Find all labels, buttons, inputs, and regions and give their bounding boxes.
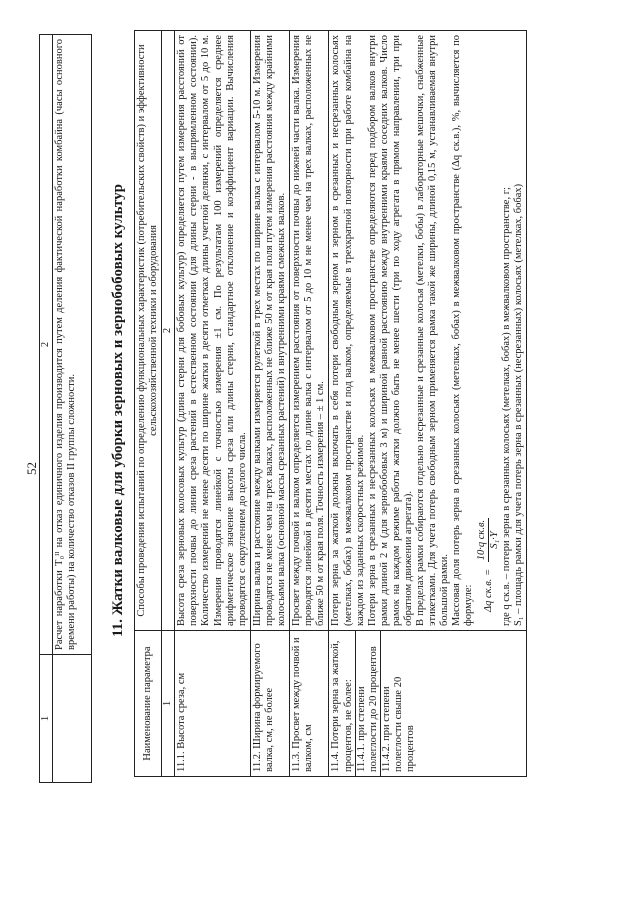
table-row [250,31,289,777]
table-row [175,31,251,777]
column-number-row [162,31,175,777]
formula-numerator: 10·q ск.в. [476,518,489,562]
table-header-row [40,35,53,783]
paragraph: Потери зерна за жаткой должны включать в себя потери свободным зерном и зерном в срезанных и несрезанных колосьях (метелках, бобах) в межвалковом пространстве и под валком, определяемые в трехкратной повторности при работе комбайна на каждом из заданных скоростных режимов. [330,35,366,626]
formula-lhs: Δq ск.в. = [482,568,494,612]
formula-fraction [476,518,501,562]
empty-cell [53,655,92,783]
method-windrow-clearance: Просвет между почвой и валком определяется измерением расстояния от поверхности почвы до нижней части валка. Измерения проводятся линейкой в десяти местах по длине валка с интервалом от 5 до 10 м не менее чем на трех валках, расположенных не ближе 50 м от края поля. Точность измерения – ± 1 см. [290,31,329,631]
column-number-1: 1 [162,631,175,777]
parameter-cutting-height: 11.1. Высота среза, см [175,631,251,777]
continuation-table [39,34,92,783]
table-row [329,31,527,777]
paragraph: Потери зерна в срезанных и несрезанных колосьях в межвалковом пространстве определяются перед подбором валков внутри рамки длиной 2 м (для зернобобовых 3 м) и шириной равной расстоянию между внутренними краями соседних валков. Число рамок на каждом режиме работы жатки должно быть не менее шести (три по ходу агрегата в прямом направлении, три при обратном движении агрегата). [366,35,414,626]
formula-denominator: S₁·Y [488,531,500,549]
table-header-row [135,31,162,777]
parameter-windrow-width: 11.2. Ширина формируемого валка, см, не более [250,631,289,777]
parameter-windrow-clearance: 11.3. Просвет между почвой и валком, см [290,631,329,777]
grain-losses-sub1: 11.4.1. при степени полеглости до 20 процентов [356,631,381,776]
grain-losses-sub2: 11.4.2. при степени полеглости свыше 20 процентов [380,676,416,772]
section-title: 11. Жатки валковые для уборки зерновых и зернобобовых культур [110,184,126,637]
paragraph: где q ск.в. – потери зерна в срезанных колосьях (метелках, бобах) в межвалковом пространстве, г; [500,187,512,626]
paragraph: В пределах рамки собираются отдельно несрезанные и срезанные колосья (метелки, бобы) в лабораторные мешочки, снабженные этикетками. Для учета потерь свободным зерном применяется рамка такой же ширины, длиной 0,15 м, устанавливаемая внутри большой рамки. [415,35,451,626]
method-cutting-height: Высота среза зерновых колосовых культур (длина стерни для бобовых культур) определяется путем измерения расстояний от поверхности почвы до линии среза растений в естественном состоянии (для длины стерни - в выпрямленном состоянии). Количество измерений не менее десяти по ширине жатки в десяти отметках длины учетной делянки, с интервалом от 5 до 10 м. Измерения проводятся линейкой с точностью измерения ±1 см. По результатам 100 измерений определяется среднее арифметическое значение высоты среза или длины стерни, стандартное отклонение и коэффициент вариации. Вычисления проводятся с округлением до целого числа. [175,31,251,631]
column-number-2: 2 [162,31,175,631]
table-row [53,35,92,783]
method-grain-losses [329,31,527,631]
paragraph: S₁ – площадь рамки для учета потерь зерна в срезанных (несрезанных) колосьях (метелках, бобах) [512,183,524,626]
page-number: 52 [24,462,39,475]
loss-formula [476,35,501,626]
parameter-grain-losses [329,631,527,777]
windrower-test-table [134,30,527,777]
grain-losses-label: 11.4. Потери зерна за жаткой, процентов, не более: [330,631,355,776]
method-windrow-width: Ширина валка и расстояние между валками измеряется рулеткой в трех местах по ширине валка с интервалом 5-10 м. Измерения проводятся не менее чем на трех валках, расположенных не ближе 50 м от края поля путем измерения расстояния между крайними колосьями валка (основной массы срезанных растений) и внутренними краями смежных валков. [250,31,289,631]
header-test-methods: Способы проведения испытаний по определению функциональных характеристик (потребительских свойств) и эффективности сельскохозяйственной техники и оборудования [135,31,162,631]
paragraph: Массовая доля потерь зерна в срезанных колосьях (метелках, бобах) в межвалковом пространстве (Δq ск.в.), %, вычисляется по формуле: [451,35,475,626]
failure-calculation-text: Расчет наработки T₀ᴵᴵ на отказ единичного изделия производится путем деления фактической наработки комбайна (часы основного времени работы) на количество отказов II группы сложности. [53,35,92,655]
column-number-2: 2 [40,35,53,655]
header-parameter-name: Наименование параметра [135,631,162,777]
column-number-1: 1 [40,655,53,783]
table-row [290,31,329,777]
